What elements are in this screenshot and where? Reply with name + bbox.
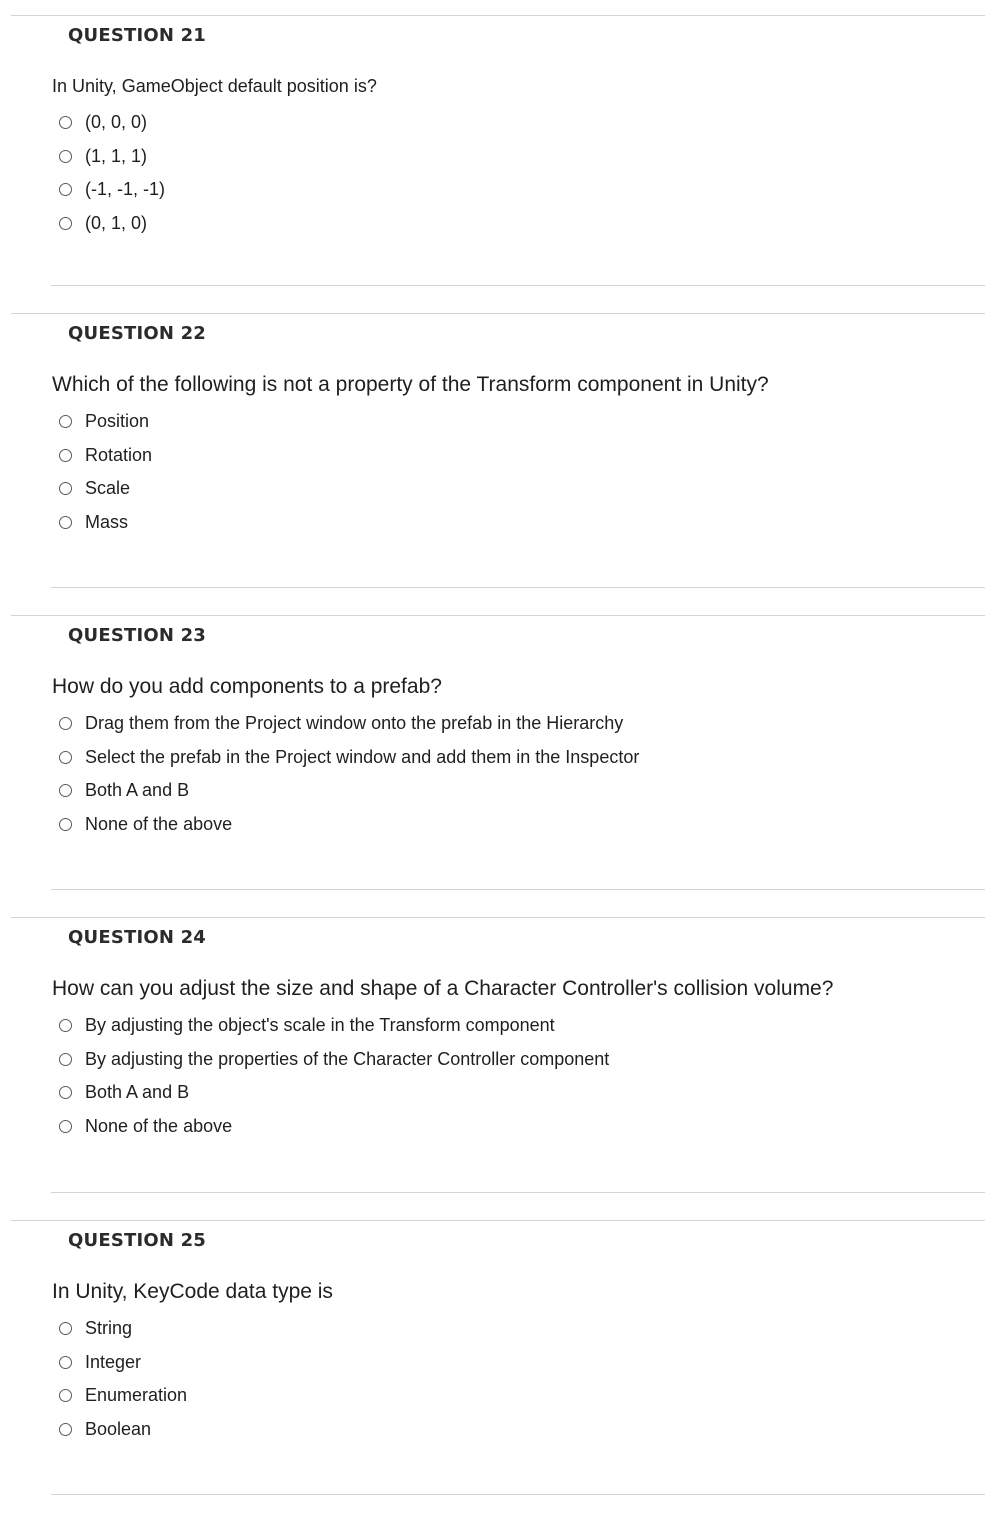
answer-option-c[interactable] bbox=[59, 774, 639, 808]
answer-label: Integer bbox=[85, 1351, 142, 1372]
answer-option-d[interactable] bbox=[59, 808, 639, 842]
divider bbox=[51, 1192, 985, 1193]
question-header: QUESTION 22 bbox=[68, 323, 207, 344]
question-text: In Unity, GameObject default position is? bbox=[52, 76, 377, 96]
divider bbox=[11, 15, 985, 16]
question-header: QUESTION 24 bbox=[68, 927, 207, 948]
answer-option-d[interactable] bbox=[59, 506, 152, 540]
answer-option-d[interactable] bbox=[59, 1413, 187, 1447]
radio-button[interactable] bbox=[59, 150, 72, 163]
divider bbox=[11, 917, 985, 918]
answer-label: Boolean bbox=[85, 1418, 152, 1439]
answer-options bbox=[59, 1009, 609, 1143]
answer-label: (-1, -1, -1) bbox=[85, 179, 166, 200]
radio-button[interactable] bbox=[59, 1086, 72, 1099]
answer-option-b[interactable] bbox=[59, 1346, 187, 1380]
answer-option-c[interactable] bbox=[59, 173, 165, 207]
question-24 bbox=[0, 917, 985, 1219]
question-text: In Unity, KeyCode data type is bbox=[52, 1280, 333, 1303]
radio-button[interactable] bbox=[59, 482, 72, 495]
answer-label: By adjusting the object's scale in the Transform component bbox=[85, 1015, 555, 1036]
answer-label: Select the prefab in the Project window and add them in the Inspector bbox=[85, 746, 640, 767]
radio-button[interactable] bbox=[59, 1053, 72, 1066]
answer-option-c[interactable] bbox=[59, 1379, 187, 1413]
answer-label: (1, 1, 1) bbox=[85, 145, 148, 166]
answer-options bbox=[59, 405, 152, 539]
radio-button[interactable] bbox=[59, 1389, 72, 1402]
answer-label: (0, 1, 0) bbox=[85, 212, 148, 233]
question-21 bbox=[0, 15, 985, 317]
answer-label: Mass bbox=[85, 511, 129, 532]
answer-option-b[interactable] bbox=[59, 439, 152, 473]
answer-options bbox=[59, 707, 639, 841]
question-22 bbox=[0, 313, 985, 615]
question-25 bbox=[0, 1220, 985, 1522]
radio-button[interactable] bbox=[59, 1120, 72, 1133]
radio-button[interactable] bbox=[59, 818, 72, 831]
answer-options bbox=[59, 106, 165, 240]
divider bbox=[11, 313, 985, 314]
answer-label: Position bbox=[85, 411, 150, 432]
question-text: Which of the following is not a property of the Transform component in Unity? bbox=[52, 373, 769, 396]
answer-label: Drag them from the Project window onto the prefab in the Hierarchy bbox=[85, 713, 624, 734]
answer-label: (0, 0, 0) bbox=[85, 112, 148, 133]
answer-label: Enumeration bbox=[85, 1385, 188, 1406]
answer-option-d[interactable] bbox=[59, 207, 165, 241]
answer-option-c[interactable] bbox=[59, 472, 152, 506]
answer-label: None of the above bbox=[85, 813, 233, 834]
answer-label: Rotation bbox=[85, 444, 153, 465]
radio-button[interactable] bbox=[59, 717, 72, 730]
radio-button[interactable] bbox=[59, 1322, 72, 1335]
divider bbox=[51, 1494, 985, 1495]
divider bbox=[51, 285, 985, 286]
answer-option-b[interactable] bbox=[59, 140, 165, 174]
answer-option-a[interactable] bbox=[59, 1009, 609, 1043]
question-23 bbox=[0, 615, 985, 917]
radio-button[interactable] bbox=[59, 1019, 72, 1032]
divider bbox=[11, 1220, 985, 1221]
answer-options bbox=[59, 1312, 187, 1446]
question-text: How do you add components to a prefab? bbox=[52, 675, 442, 698]
answer-option-a[interactable] bbox=[59, 707, 639, 741]
answer-label: By adjusting the properties of the Character Controller component bbox=[85, 1048, 610, 1069]
answer-label: Scale bbox=[85, 478, 131, 499]
radio-button[interactable] bbox=[59, 449, 72, 462]
radio-button[interactable] bbox=[59, 183, 72, 196]
radio-button[interactable] bbox=[59, 415, 72, 428]
radio-button[interactable] bbox=[59, 1423, 72, 1436]
answer-option-c[interactable] bbox=[59, 1076, 609, 1110]
answer-label: Both A and B bbox=[85, 1082, 190, 1103]
answer-label: None of the above bbox=[85, 1115, 233, 1136]
answer-option-a[interactable] bbox=[59, 405, 152, 439]
divider bbox=[51, 889, 985, 890]
question-header: QUESTION 23 bbox=[68, 625, 207, 646]
question-header: QUESTION 25 bbox=[68, 1230, 207, 1251]
radio-button[interactable] bbox=[59, 516, 72, 529]
radio-button[interactable] bbox=[59, 751, 72, 764]
answer-option-b[interactable] bbox=[59, 1043, 609, 1077]
radio-button[interactable] bbox=[59, 217, 72, 230]
divider bbox=[51, 587, 985, 588]
radio-button[interactable] bbox=[59, 1356, 72, 1369]
divider bbox=[11, 615, 985, 616]
answer-option-d[interactable] bbox=[59, 1110, 609, 1144]
answer-option-b[interactable] bbox=[59, 741, 639, 775]
question-header: QUESTION 21 bbox=[68, 25, 207, 46]
answer-label: Both A and B bbox=[85, 780, 190, 801]
answer-option-a[interactable] bbox=[59, 1312, 187, 1346]
radio-button[interactable] bbox=[59, 784, 72, 797]
radio-button[interactable] bbox=[59, 116, 72, 129]
answer-label: String bbox=[85, 1318, 133, 1339]
answer-option-a[interactable] bbox=[59, 106, 165, 140]
question-text: How can you adjust the size and shape of a Character Controller's collision volume? bbox=[52, 977, 834, 1000]
